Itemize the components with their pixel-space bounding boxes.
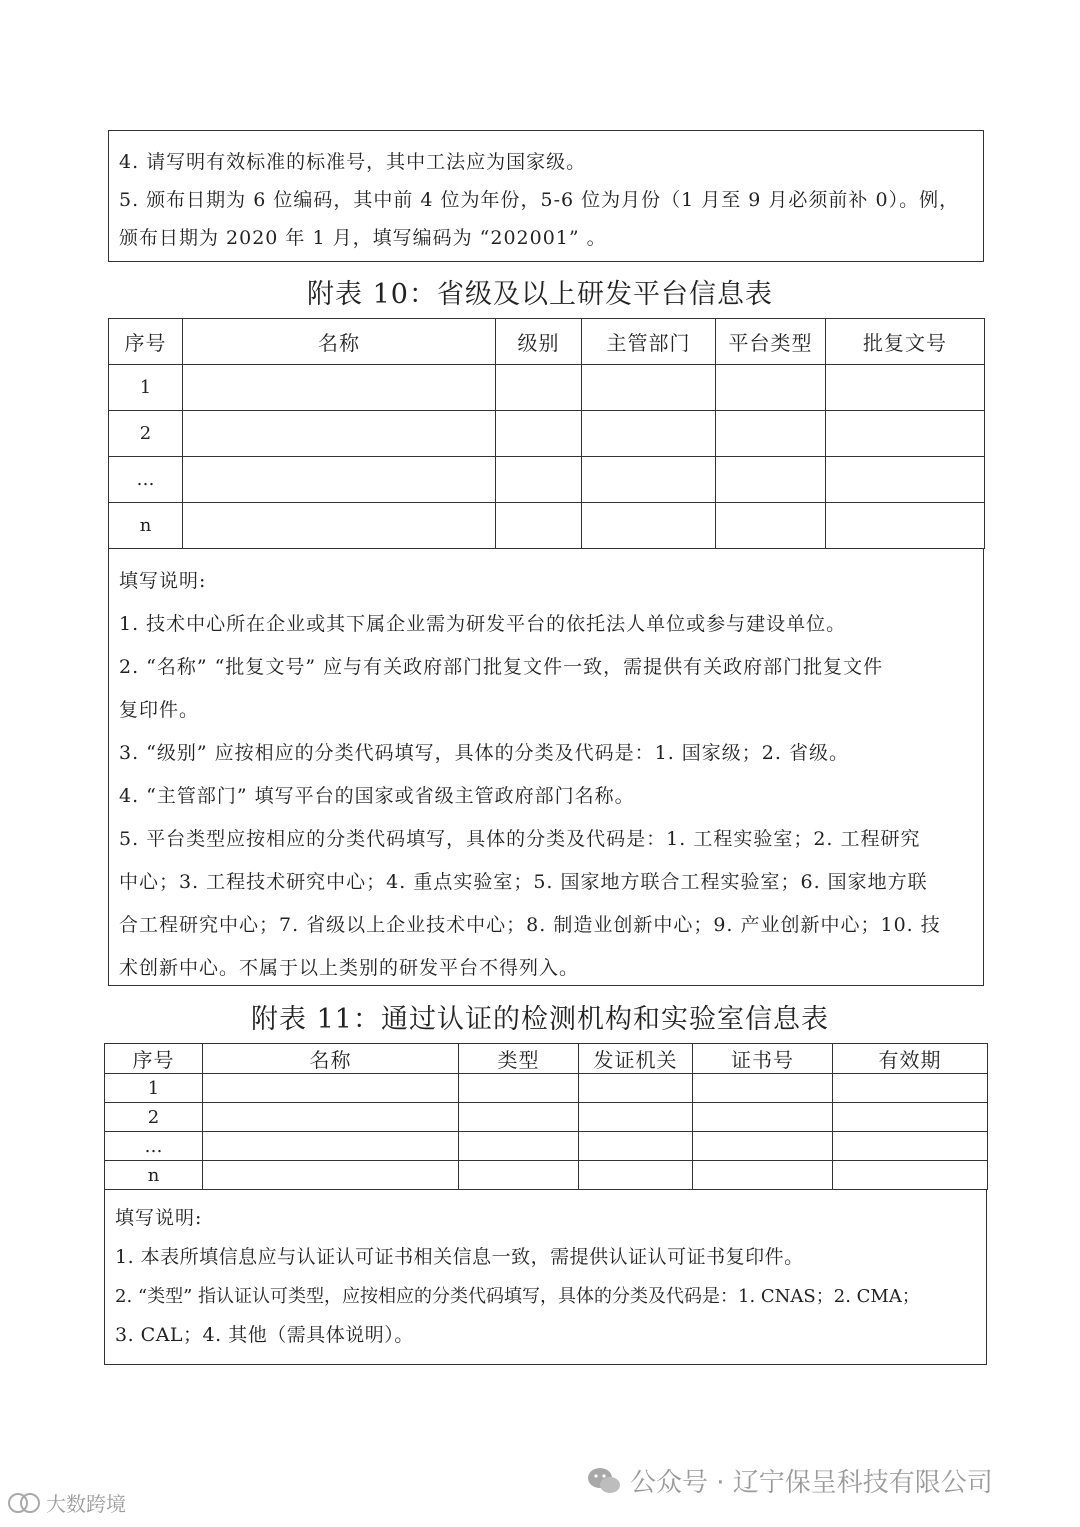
table-row <box>109 457 985 503</box>
table11-header-cell: 发证机关 <box>579 1044 693 1074</box>
table-cell[interactable] <box>183 411 496 457</box>
table-cell[interactable] <box>496 365 582 411</box>
row-index: … <box>109 457 183 503</box>
table-cell[interactable] <box>582 365 716 411</box>
table-cell[interactable] <box>833 1103 988 1132</box>
row-index: n <box>105 1161 203 1190</box>
table-row <box>109 411 985 457</box>
row-index: 1 <box>109 365 183 411</box>
table-cell[interactable] <box>459 1161 579 1190</box>
table11 <box>104 1043 988 1190</box>
note-line: 1. 本表所填信息应与认证认可证书相关信息一致，需提供认证认可证书复印件。 <box>115 1246 804 1268</box>
table-cell[interactable] <box>183 503 496 549</box>
wechat-icon <box>586 1465 622 1497</box>
note-line: 中心；3. 工程技术研究中心；4. 重点实验室；5. 国家地方联合工程实验室；6. 国家地方联 <box>119 871 928 893</box>
table-cell[interactable] <box>496 411 582 457</box>
row-index: 2 <box>105 1103 203 1132</box>
table11-header-cell: 类型 <box>459 1044 579 1074</box>
table-row <box>105 1161 988 1190</box>
table-cell[interactable] <box>826 411 985 457</box>
row-index: 2 <box>109 411 183 457</box>
table10-header-cell: 批复文号 <box>826 319 985 365</box>
notes-title: 填写说明: <box>115 1207 203 1229</box>
table-row <box>109 503 985 549</box>
table10-header-cell: 主管部门 <box>582 319 716 365</box>
note-line: 3. “级别” 应按相应的分类代码填写，具体的分类及代码是：1. 国家级；2. 省级。 <box>119 742 849 764</box>
table-cell[interactable] <box>833 1161 988 1190</box>
table11-header-cell: 名称 <box>203 1044 459 1074</box>
table-cell[interactable] <box>716 411 826 457</box>
top-note-line: 5. 颁布日期为 6 位编码，其中前 4 位为年份，5-6 位为月份（1 月至 9 月必须前补 0）。例， <box>119 189 960 211</box>
table11-header-cell: 证书号 <box>693 1044 833 1074</box>
table-cell[interactable] <box>826 503 985 549</box>
table11-notes-box <box>104 1189 987 1365</box>
watermark-right-text: 公众号 · 辽宁保呈科技有限公司 <box>630 1468 993 1498</box>
top-note-line: 颁布日期为 2020 年 1 月，填写编码为 “202001” 。 <box>119 227 607 249</box>
table-cell[interactable] <box>826 365 985 411</box>
table-cell[interactable] <box>203 1161 459 1190</box>
table10-header-cell: 序号 <box>109 319 183 365</box>
table-cell[interactable] <box>826 457 985 503</box>
table-row <box>105 1074 988 1103</box>
table10-notes-box <box>108 548 984 986</box>
table10-header-cell: 平台类型 <box>716 319 826 365</box>
table-cell[interactable] <box>582 457 716 503</box>
table-cell[interactable] <box>459 1132 579 1161</box>
table-cell[interactable] <box>579 1103 693 1132</box>
table-cell[interactable] <box>579 1132 693 1161</box>
table-cell[interactable] <box>716 503 826 549</box>
chat-bubble-icon <box>6 1491 42 1515</box>
table-cell[interactable] <box>833 1074 988 1103</box>
table11-header-cell: 序号 <box>105 1044 203 1074</box>
table-cell[interactable] <box>183 457 496 503</box>
table-cell[interactable] <box>716 457 826 503</box>
table11-title: 附表 11：通过认证的检测机构和实验室信息表 <box>251 1004 829 1035</box>
note-line: 2. “类型” 指认证认可类型，应按相应的分类代码填写，具体的分类及代码是：1. CNAS；2. CMA； <box>115 1286 920 1307</box>
watermark-left <box>6 1488 126 1517</box>
table-cell[interactable] <box>693 1074 833 1103</box>
table10 <box>108 318 985 549</box>
table-cell[interactable] <box>203 1103 459 1132</box>
table-cell[interactable] <box>716 365 826 411</box>
table-cell[interactable] <box>203 1074 459 1103</box>
note-line: 1. 技术中心所在企业或其下属企业需为研发平台的依托法人单位或参与建设单位。 <box>119 613 847 635</box>
table-cell[interactable] <box>183 365 496 411</box>
notes-title: 填写说明: <box>119 570 207 592</box>
note-line: 术创新中心。不属于以上类别的研发平台不得列入。 <box>119 957 580 979</box>
note-line: 5. 平台类型应按相应的分类代码填写，具体的分类及代码是：1. 工程实验室；2. 工程研究 <box>119 828 921 850</box>
table-row <box>109 365 985 411</box>
note-line: 2. “名称” “批复文号” 应与有关政府部门批复文件一致，需提供有关政府部门批复文件 <box>119 656 884 678</box>
top-notes-box <box>108 130 984 262</box>
table-cell[interactable] <box>459 1103 579 1132</box>
table-cell[interactable] <box>203 1132 459 1161</box>
table-cell[interactable] <box>496 503 582 549</box>
note-line: 复印件。 <box>119 699 200 721</box>
note-line: 合工程研究中心；7. 省级以上企业技术中心；8. 制造业创新中心；9. 产业创新中心；10. 技 <box>119 914 941 936</box>
table-cell[interactable] <box>582 503 716 549</box>
watermark-right <box>586 1462 993 1499</box>
row-index: 1 <box>105 1074 203 1103</box>
table-cell[interactable] <box>496 457 582 503</box>
top-note-line: 4. 请写明有效标准的标准号，其中工法应为国家级。 <box>119 151 587 173</box>
table-cell[interactable] <box>693 1161 833 1190</box>
table-cell[interactable] <box>693 1103 833 1132</box>
note-line: 3. CAL；4. 其他（需具体说明）。 <box>115 1324 414 1346</box>
table-cell[interactable] <box>693 1132 833 1161</box>
table11-header-cell: 有效期 <box>833 1044 988 1074</box>
table10-header-cell: 级别 <box>496 319 582 365</box>
row-index: n <box>109 503 183 549</box>
table10-header-cell: 名称 <box>183 319 496 365</box>
table-cell[interactable] <box>582 411 716 457</box>
table-cell[interactable] <box>833 1132 988 1161</box>
table-cell[interactable] <box>579 1161 693 1190</box>
table10-title: 附表 10：省级及以上研发平台信息表 <box>307 279 773 310</box>
table-row <box>105 1132 988 1161</box>
table-cell[interactable] <box>459 1074 579 1103</box>
note-line: 4. “主管部门” 填写平台的国家或省级主管政府部门名称。 <box>119 785 635 807</box>
watermark-left-text: 大数跨境 <box>46 1492 126 1516</box>
table-row <box>105 1103 988 1132</box>
table-cell[interactable] <box>579 1074 693 1103</box>
table10-header-row <box>109 319 985 365</box>
row-index: … <box>105 1132 203 1161</box>
table11-header-row <box>105 1044 988 1074</box>
